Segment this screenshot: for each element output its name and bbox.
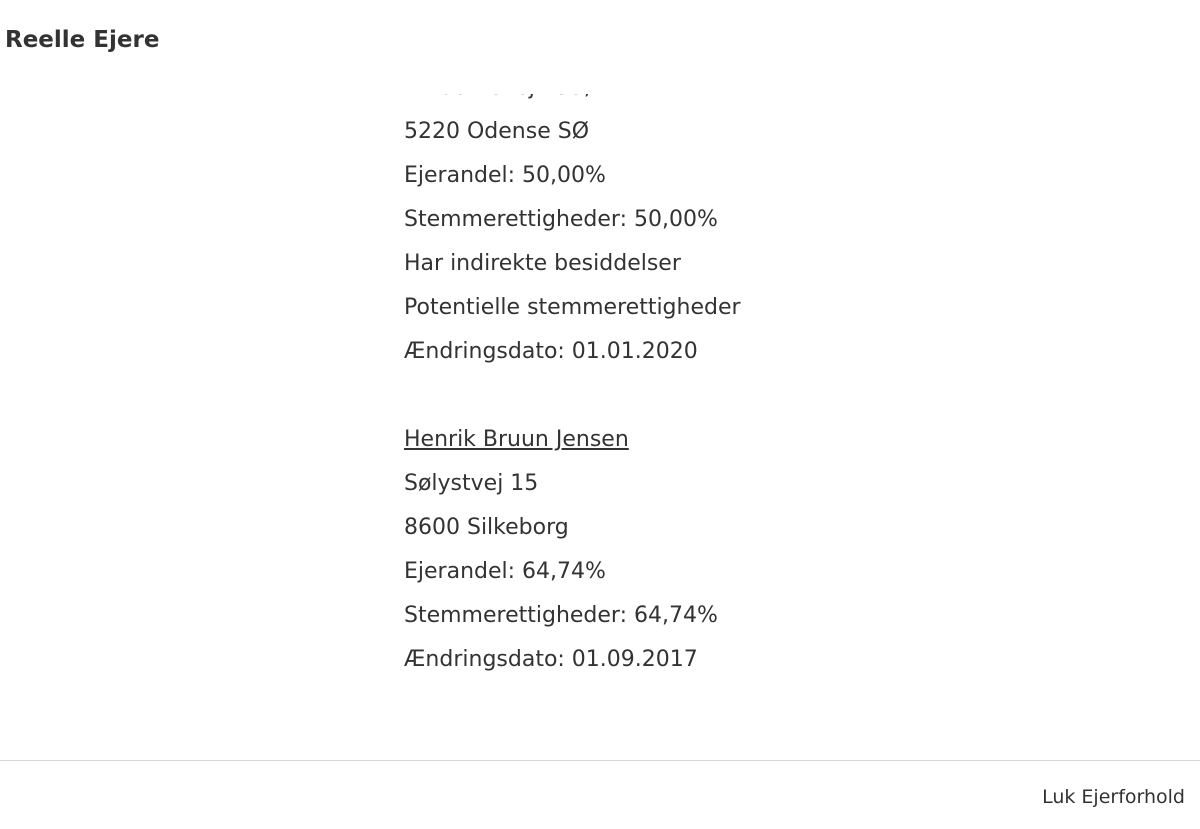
owner-name-link[interactable]: Henrik Bruun Jensen xyxy=(404,427,629,452)
redaction-mask xyxy=(404,22,666,52)
owner-entry xyxy=(404,22,1164,374)
owners-list xyxy=(404,22,1164,726)
owner-ownership-share: Ejerandel: 64,74% xyxy=(404,559,606,584)
owner-name-redacted xyxy=(404,22,666,66)
owner-city: 5220 Odense SØ xyxy=(404,119,590,144)
owner-ownership-share: Ejerandel: 50,00% xyxy=(404,163,606,188)
owner-indirect-holdings: Har indirekte besiddelser xyxy=(404,251,681,276)
owner-entry xyxy=(404,418,1164,682)
owner-address-redacted xyxy=(404,66,666,110)
owner-city: 8600 Silkeborg xyxy=(404,515,569,540)
section-label: Reelle Ejere xyxy=(5,27,160,53)
owner-voting-rights: Stemmerettigheder: 50,00% xyxy=(404,207,718,232)
owner-change-date: Ændringsdato: 01.09.2017 xyxy=(404,647,698,672)
close-ownership-button[interactable]: Luk Ejerforhold xyxy=(1042,786,1185,808)
footer-divider xyxy=(0,760,1200,761)
owner-name-row xyxy=(404,418,1164,462)
owner-voting-rights: Stemmerettigheder: 64,74% xyxy=(404,603,718,628)
owner-address: Sølystvej 15 xyxy=(404,471,539,496)
owner-change-date: Ændringsdato: 01.01.2020 xyxy=(404,339,698,364)
owner-potential-voting-rights: Potentielle stemmerettigheder xyxy=(404,295,741,320)
redaction-mask xyxy=(404,66,666,94)
